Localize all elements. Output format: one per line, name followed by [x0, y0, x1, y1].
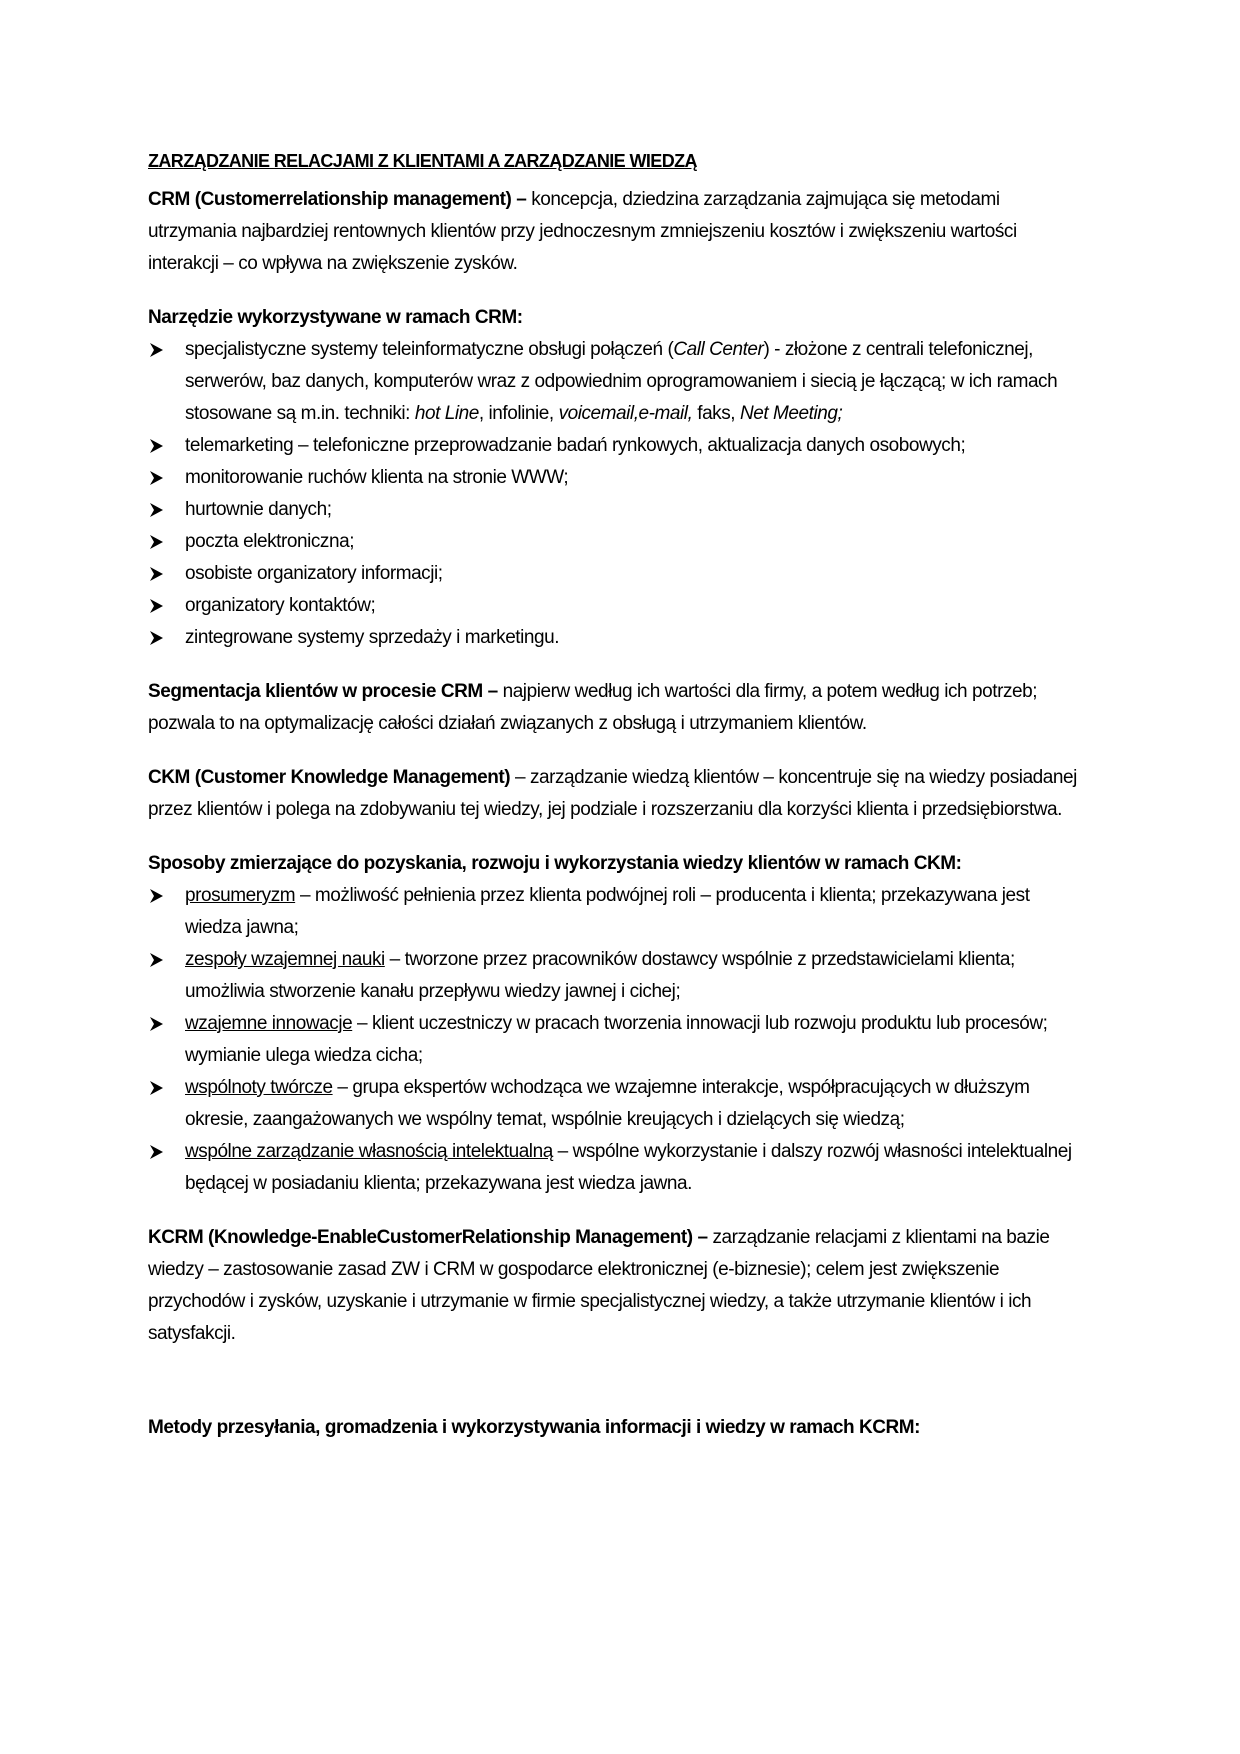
document-page	[148, 148, 1088, 1444]
item-text: hurtownie danych;	[185, 499, 332, 520]
item-text: osobiste organizatory informacji;	[185, 563, 443, 584]
crm-term: CRM (Customerrelationship management)	[148, 189, 512, 210]
item-text: telemarketing – telefoniczne przeprowadzanie badań rynkowych, aktualizacja danych osobowych;	[185, 435, 966, 456]
kcrm-dash: –	[692, 1227, 713, 1248]
arrow-bullet-icon	[150, 622, 166, 654]
list-item	[148, 430, 1088, 462]
item-term: prosumeryzm	[185, 885, 296, 906]
arrow-bullet-icon	[150, 1008, 166, 1040]
item-term: wspólne zarządzanie własnością intelektualną	[185, 1141, 553, 1162]
item-text: – wspólne wykorzystanie i dalszy rozwój własności intelektualnej będącej w posiadaniu klienta; przekazywana jest wiedza jawna.	[185, 1141, 1072, 1194]
item-term: wzajemne innowacje	[185, 1013, 353, 1034]
list-item	[148, 590, 1088, 622]
ckm-methods-heading: Sposoby zmierzające do pozyskania, rozwoju i wykorzystania wiedzy klientów w ramach CKM:	[148, 853, 962, 874]
kcrm-methods-heading: Metody przesyłania, gromadzenia i wykorzystywania informacji i wiedzy w ramach KCRM:	[148, 1417, 921, 1438]
arrow-bullet-icon	[150, 590, 166, 622]
arrow-bullet-icon	[150, 558, 166, 590]
item-text: – grupa ekspertów wchodząca we wzajemne interakcje, współpracujących w dłuższym okresie, zaangażowanych we wspólny temat, wspólnie kreujących i dzielących się wiedzą;	[185, 1077, 1030, 1130]
ckm-dash: –	[510, 767, 530, 788]
list-item	[148, 558, 1088, 590]
item-text: organizatory kontaktów;	[185, 595, 376, 616]
item-italic: Call Center	[673, 339, 764, 360]
kcrm-definition	[148, 1222, 1088, 1350]
spacer	[148, 1372, 1088, 1412]
item-text: zintegrowane systemy sprzedaży i marketingu.	[185, 627, 560, 648]
list-item	[148, 1008, 1088, 1072]
segmentation-term: Segmentacja klientów w procesie CRM	[148, 681, 483, 702]
item-text: – klient uczestniczy w pracach tworzenia innowacji lub rozwoju produktu lub procesów; wymianie ulega wiedza cicha;	[185, 1013, 1048, 1066]
item-italic: voicemail,e-mail,	[558, 403, 693, 424]
segmentation-text: najpierw według ich wartości dla firmy, a potem według ich potrzeb; pozwala to na optymalizację całości działań związanych z obsługą i utrzymaniem klientów.	[148, 681, 1038, 734]
item-text: monitorowanie ruchów klienta na stronie WWW;	[185, 467, 569, 488]
arrow-bullet-icon	[150, 462, 166, 494]
arrow-bullet-icon	[150, 1072, 166, 1104]
arrow-bullet-icon	[150, 334, 166, 366]
segmentation-definition	[148, 676, 1088, 740]
crm-text: koncepcja, dziedzina zarządzania zajmująca się metodami utrzymania najbardziej rentownych klientów przy jednoczesnym zmniejszeniu kosztów i zwiększeniu wartości interakcji – co wpływa na zwiększenie zysków.	[148, 189, 1017, 274]
arrow-bullet-icon	[150, 880, 166, 912]
item-text: specjalistyczne systemy teleinformatyczne obsługi połączeń (	[185, 339, 674, 360]
crm-definition	[148, 184, 1088, 280]
document-title: ZARZĄDZANIE RELACJAMI Z KLIENTAMI A ZARZĄDZANIE WIEDZĄ	[148, 151, 697, 171]
item-italic: Net Meeting;	[739, 403, 843, 424]
arrow-bullet-icon	[150, 1136, 166, 1168]
list-item	[148, 880, 1088, 944]
item-text: poczta elektroniczna;	[185, 531, 355, 552]
item-text: faks,	[692, 403, 740, 424]
list-item	[148, 1136, 1088, 1200]
list-item	[148, 334, 1088, 430]
arrow-bullet-icon	[150, 944, 166, 976]
item-term: wspólnoty twórcze	[185, 1077, 333, 1098]
list-item	[148, 944, 1088, 1008]
arrow-bullet-icon	[150, 430, 166, 462]
kcrm-text: zarządzanie relacjami z klientami na bazie wiedzy – zastosowanie zasad ZW i CRM w gospodarce elektronicznej (e-biznesie); celem jest zwiększenie przychodów i zysków, uzyskanie i utrzymanie w firmie specjalistycznej wiedzy, a także utrzymanie klientów i ich satysfakcji.	[148, 1227, 1050, 1344]
item-text: – możliwość pełnienia przez klienta podwójnej roli – producenta i klienta; przekazywana jest wiedza jawna;	[185, 885, 1030, 938]
list-item	[148, 622, 1088, 654]
crm-tools-list	[148, 334, 1088, 654]
segmentation-dash: –	[482, 681, 503, 702]
list-item	[148, 462, 1088, 494]
ckm-definition	[148, 762, 1088, 826]
arrow-bullet-icon	[150, 526, 166, 558]
list-item	[148, 494, 1088, 526]
ckm-term: CKM (Customer Knowledge Management)	[148, 767, 511, 788]
item-text: , infolinie,	[478, 403, 559, 424]
arrow-bullet-icon	[150, 494, 166, 526]
item-text: ) - złożone z centrali telefonicznej, serwerów, baz danych, komputerów wraz z odpowiednim oprogramowaniem i siecią je łączącą; w ich ramach stosowane są m.in. techniki:	[185, 339, 1058, 424]
list-item	[148, 526, 1088, 558]
crm-dash: –	[511, 189, 532, 210]
ckm-methods-list	[148, 880, 1088, 1200]
crm-tools-heading: Narzędzie wykorzystywane w ramach CRM:	[148, 307, 523, 328]
list-item	[148, 1072, 1088, 1136]
item-term: zespoły wzajemnej nauki	[185, 949, 385, 970]
item-text: – tworzone przez pracowników dostawcy wspólnie z przedstawicielami klienta; umożliwia stworzenie kanału przepływu wiedzy jawnej i cichej;	[185, 949, 1015, 1002]
item-italic: hot Line	[414, 403, 479, 424]
ckm-text: zarządzanie wiedzą klientów – koncentruje się na wiedzy posiadanej przez klientów i polega na zdobywaniu tej wiedzy, jej podziale i rozszerzaniu dla korzyści klienta i przedsiębiorstwa.	[148, 767, 1077, 820]
kcrm-term: KCRM (Knowledge-EnableCustomerRelationship Management)	[148, 1227, 693, 1248]
